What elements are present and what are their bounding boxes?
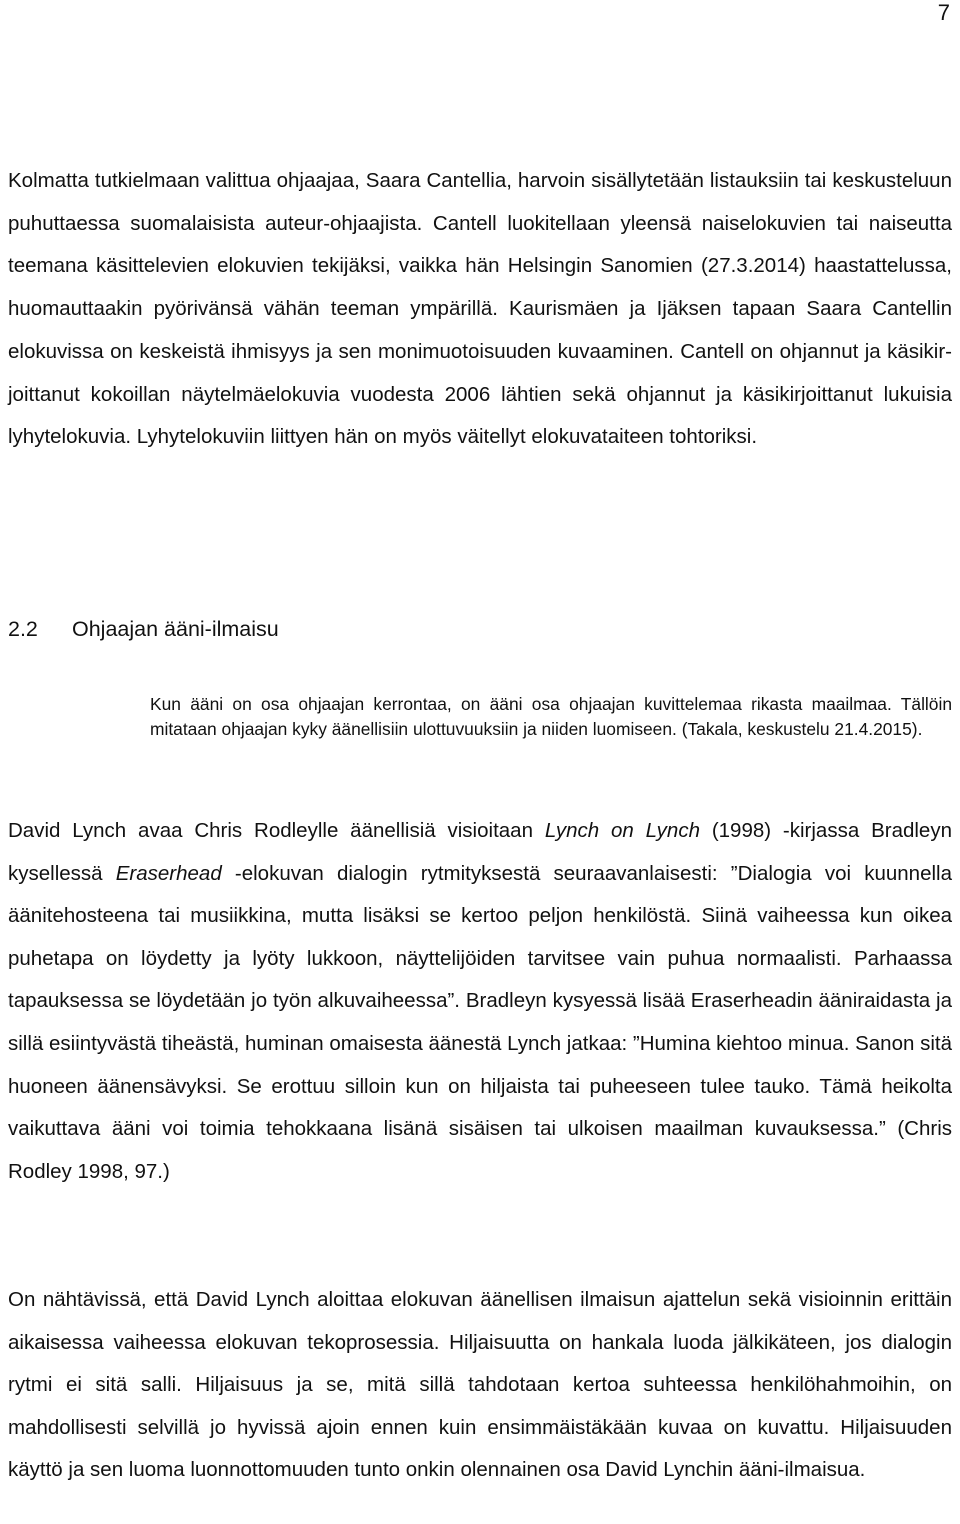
section-number: 2.2 [8, 617, 38, 641]
paragraph-text-part: (1998) -kirjassa Bradleyn kysellessä [8, 819, 952, 885]
section-heading [8, 615, 279, 643]
block-quote: Kun ääni on osa ohjaajan kerrontaa, on ääni osa ohjaajan kuvittelemaa rikasta maailmaa. Tällöin mitataan ohjaajan kyky äänellisiin ulottuvuuksiin ja niiden luomiseen. (Takala, keskustelu 21.4.2015). [150, 694, 952, 740]
paragraph-text-part: -elokuvan dialogin rytmityksestä seuraavanlaisesti: ”Dialogia voi kuunnella äänitehosteena tai musiikkina, mutta lisäksi se kertoo peljon henkilöstä. Siinä vaiheessa kun oikea puhetapa on löydetty ja lyöty lukkoon, näyttelijöiden tarvitsee vain puhua normaalisti. Parhaassa tapauksessa se löydetään jo työn alkuvaiheessa”. Bradleyn kysyessä lisää Eraserheadin ääniraidasta ja sillä esiintyvästä tiheästä, huminan omaisesta äänestä Lynch jatkaa: ”Humina kiehtoo minua. Sanon sitä huoneen äänensävyksi. Se erottuu silloin kun on hiljaista tai puheeseen tulee tauko. Tämä heikolta vaikuttava ääni voi toimia tehokkaana lisänä sisäisen tai ulkoisen maailman kuvauksessa.” (Chris Rodley 1998, 97.) [8, 861, 952, 1183]
paragraph-lynch-silence: On nähtävissä, että David Lynch aloittaa elokuvan äänellisen ilmaisun ajattelun sekä visioinnin erittäin aikaisessa vaiheessa elokuvan tekoprosessia. Hiljaisuutta on hankala luoda jälkikäteen, jos dialogin rytmi ei sitä salli. Hiljaisuus ja se, mitä sillä tahdotaan kertoa suhteessa henkilöhahmoihin, on mahdollisesti selvillä jo hyvissä ajoin ennen kuin ensimmäistäkään kuvaa on kuvattu. Hiljaisuuden käyttö ja sen luoma luonnottomuuden tunto onkin olennainen osa David Lynchin ääni-ilmaisua. [8, 1288, 952, 1482]
paragraph-david-lynch [8, 810, 952, 1193]
film-title: Eraserhead [115, 861, 222, 885]
paragraph-text-part: David Lynch avaa Chris Rodleylle äänellisiä visioitaan [8, 819, 545, 842]
paragraph-saara-cantell: Kolmatta tutkielmaan valittua ohjaajaa, Saara Cantellia, harvoin sisällytetään listauksiin tai keskusteluun puhuttaessa suomalaisista auteur-ohjaajista. Cantell luokitellaan yleensä naiselokuvien tai naiseutta teemana käsittelevien elokuvien tekijäksi, vaikka hän Helsingin Sanomien (27.3.2014) haastattelussa, huomauttaakin pyörivänsä vähän teeman ympärillä. Kaurismäen ja Ijäksen tapaan Saara Cantellin elokuvissa on keskeistä ihmisyys ja sen monimuotoisuuden kuvaaminen. Cantell on ohjannut ja käsikirjoittanut kokoillan näytelmäelokuvia vuodesta 2006 lähtien sekä ohjannut ja käsikirjoittanut lukuisia lyhytelokuvia. Lyhytelokuviin liittyen hän on myös väitellyt elokuvataiteen tohtoriksi. [8, 169, 952, 449]
page-number: 7 [937, 0, 950, 25]
book-title: Lynch on Lynch [544, 819, 700, 842]
section-title: Ohjaajan ääni-ilmaisu [72, 617, 279, 641]
